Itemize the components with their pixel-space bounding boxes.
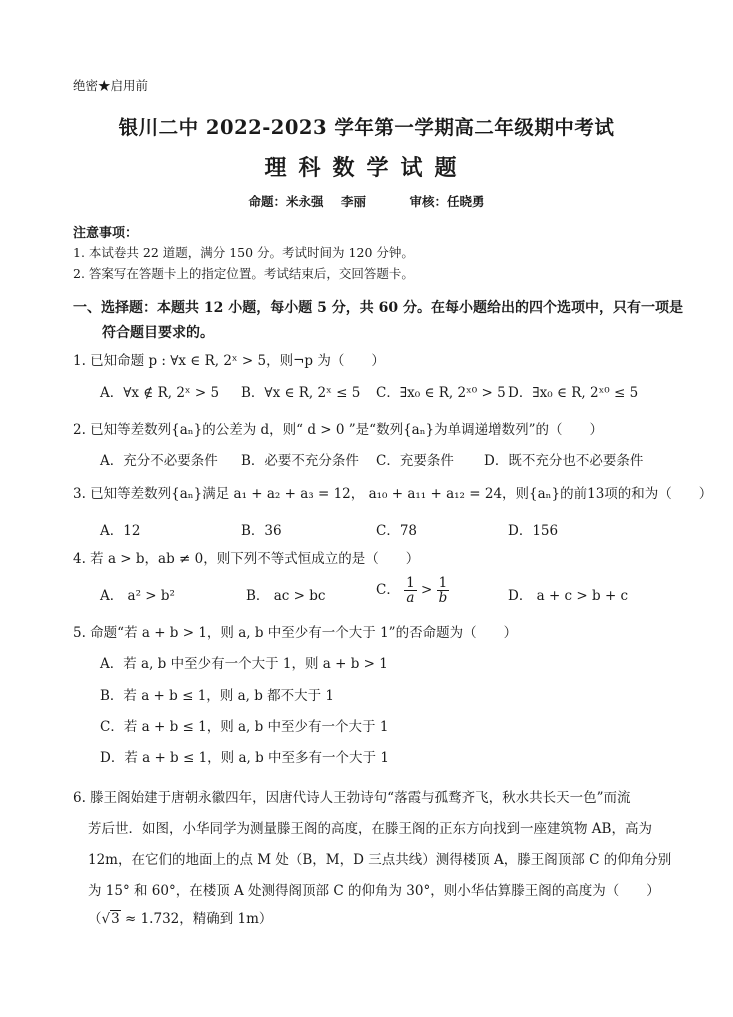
question-3-option-c: C．78 xyxy=(376,523,418,539)
question-3-option-b: B．36 xyxy=(241,523,282,539)
question-5-option-b: B．若 a + b ≤ 1，则 a, b 都不大于 1 xyxy=(100,688,335,704)
question-2-option-a: A．充分不必要条件 xyxy=(100,453,218,469)
question-5-option-d: D．若 a + b ≤ 1，则 a, b 中至多有一个大于 1 xyxy=(100,750,389,766)
fraction-right xyxy=(437,576,450,605)
option-c-label: C． xyxy=(376,582,400,598)
fraction-operator: > xyxy=(421,582,433,598)
question-2-option-b: B．必要不充分条件 xyxy=(241,453,359,469)
question-5-stem: 5. 命题“若 a + b > 1，则 a, b 中至少有一个大于 1”的否命题为（ ） xyxy=(73,625,518,641)
question-6-line: 6. 滕王阁始建于唐朝永徽四年，因唐代诗人王勃诗句“落霞与孤鹜齐飞，秋水共长天一色”而流 xyxy=(73,790,631,806)
question-4-option-a: A． a² > b² xyxy=(100,588,175,604)
fraction-left-denominator: a xyxy=(406,590,415,606)
question-2-stem: 2. 已知等差数列{aₙ}的公差为 d，则“ d > 0 ”是“数列{aₙ}为单调递增数列”的（ ） xyxy=(73,422,604,438)
exam-subject: 理科数学试题 xyxy=(264,155,469,181)
exam-title: 银川二中 2022-2023 学年第一学期高二年级期中考试 xyxy=(118,116,615,139)
notes-heading: 注意事项： xyxy=(73,226,139,241)
fraction-right-denominator: b xyxy=(438,590,448,606)
section-heading: 一、选择题：本题共 12 小题，每小题 5 分，共 60 分。在每小题给出的四个选项中，只有一项是 xyxy=(73,300,683,316)
question-3-stem: 3. 已知等差数列{aₙ}满足 a₁ + a₂ + a₃ = 12， a₁₀ + a₁₁ + a₁₂ = 24，则{aₙ}的前13项的和为（ ） xyxy=(73,486,713,502)
sqrt-symbol: √ xyxy=(101,911,111,927)
question-5-option-a: A．若 a, b 中至少有一个大于 1，则 a + b > 1 xyxy=(100,656,388,672)
question-1-option-a: A．∀x ∉ R, 2ˣ > 5 xyxy=(100,385,220,401)
question-1-stem: 1. 已知命题 p : ∀x ∈ R, 2ˣ > 5，则¬p 为（ ） xyxy=(73,353,385,369)
secret-label: 绝密★启用前 xyxy=(73,78,149,93)
question-6-line: 12m，在它们的地面上的点 M 处（B，M，D 三点共线）测得楼顶 A，滕王阁顶部 C 的仰角分别 xyxy=(88,852,672,868)
question-1-option-d: D．∃x₀ ∈ R, 2ˣ⁰ ≤ 5 xyxy=(508,385,639,401)
question-4-stem: 4. 若 a > b，ab ≠ 0，则下列不等式恒成立的是（ ） xyxy=(73,551,420,567)
question-4-option-d: D． a + c > b + c xyxy=(508,588,629,604)
question-6-line: 芳后世．如图，小华同学为测量滕王阁的高度，在滕王阁的正东方向找到一座建筑物 AB，高为 xyxy=(88,821,652,837)
note-item: 1. 本试卷共 22 道题，满分 150 分。考试时间为 120 分钟。 xyxy=(73,245,414,260)
fraction-right-numerator: 1 xyxy=(438,575,448,591)
question-6-note xyxy=(88,907,272,927)
question-4-option-c xyxy=(376,576,449,605)
section-heading-cont: 符合题目要求的。 xyxy=(102,325,214,341)
question-3-option-d: D．156 xyxy=(508,523,559,539)
question-2-option-d: D．既不充分也不必要条件 xyxy=(484,453,644,469)
fraction-left-numerator: 1 xyxy=(406,575,415,591)
paren-open: （ xyxy=(88,911,102,927)
question-4-option-b: B． ac > bc xyxy=(246,588,326,604)
question-3-option-a: A．12 xyxy=(100,523,141,539)
exam-authors: 命题：米永强 李丽 审核：任晓勇 xyxy=(248,194,485,209)
question-2-option-c: C．充要条件 xyxy=(376,453,454,469)
fraction-left xyxy=(404,576,417,605)
question-5-option-c: C．若 a + b ≤ 1，则 a, b 中至少有一个大于 1 xyxy=(100,719,389,735)
approx-precision: ≈ 1.732，精确到 1m） xyxy=(120,911,273,927)
question-1-option-b: B．∀x ∈ R, 2ˣ ≤ 5 xyxy=(241,385,361,401)
sqrt-radicand: 3 xyxy=(111,911,120,927)
question-1-option-c: C．∃x₀ ∈ R, 2ˣ⁰ > 5 xyxy=(376,385,506,401)
question-6-line: 为 15° 和 60°，在楼顶 A 处测得阁顶部 C 的仰角为 30°，则小华估算滕王阁的高度为（ ） xyxy=(88,883,660,899)
note-item: 2. 答案写在答题卡上的指定位置。考试结束后，交回答题卡。 xyxy=(73,266,414,281)
